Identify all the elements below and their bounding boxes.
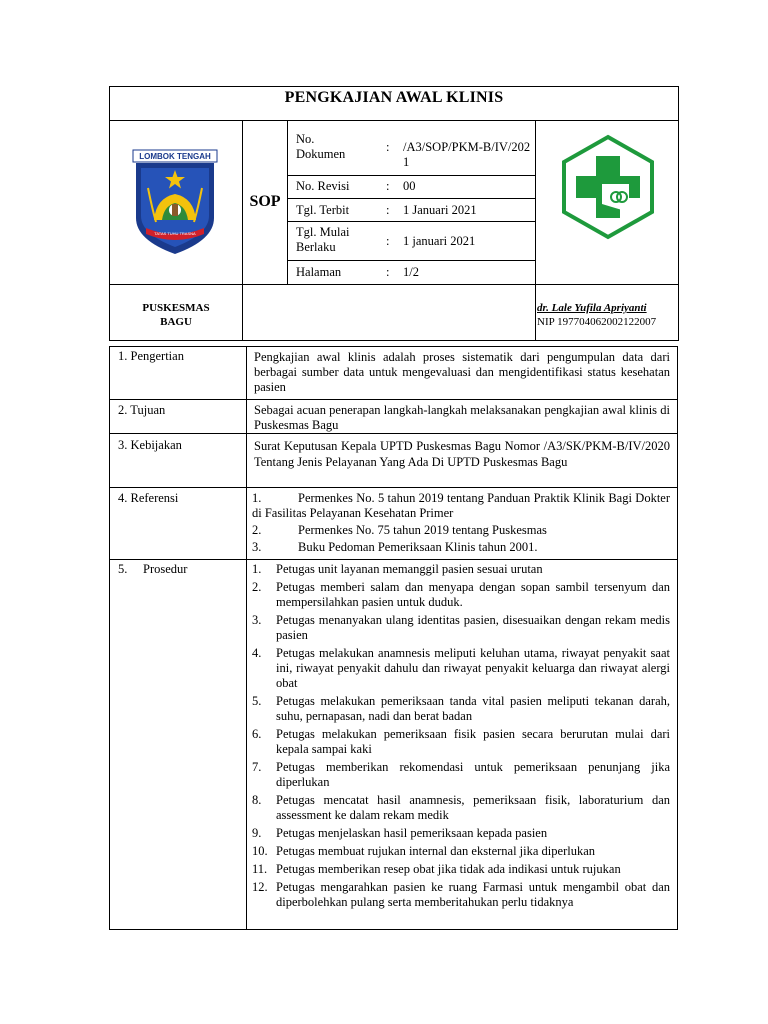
meta-label-no-dokumen: No. Dokumen	[296, 132, 346, 161]
meta-sep-no-revisi: :	[386, 179, 390, 193]
list-item: 8. Petugas mencatat hasil anamnesis, pemeriksaan fisik, laboraturium dan assessment ke dalam rekam medik	[252, 793, 670, 822]
list-item: 12. Petugas mengarahkan pasien ke ruang Farmasi untuk mengambil obat dan diperbolehkan pulang serta memberitahukan perlu tidaknya	[252, 880, 670, 909]
signer-nip: NIP 197704062002122007	[537, 316, 657, 328]
list-item: 2. Permenkes No. 75 tahun 2019 tentang Puskesmas	[252, 523, 547, 537]
header-col-logo	[242, 120, 243, 341]
emblem-motto: TATAS TUHU TRASNA	[154, 231, 196, 236]
section-label-prosedur: 5. Prosedur	[118, 562, 188, 576]
meta-sep-tgl-berlaku: :	[386, 234, 390, 248]
section-label-pengertian: 1. Pengertian	[118, 349, 184, 363]
list-item: 3. Buku Pedoman Pemeriksaan Klinis tahun 2001.	[252, 540, 538, 554]
list-item: 11. Petugas memberikan resep obat jika tidak ada indikasi untuk rujukan	[252, 862, 621, 876]
org-name-line1: PUSKESMAS	[142, 302, 210, 314]
header-border-top	[109, 86, 679, 87]
list-item: 10. Petugas membuat rujukan internal dan eksternal jika diperlukan	[252, 844, 596, 858]
list-item: 4. Petugas melakukan anamnesis meliputi keluhan utama, riwayat penyakit saat ini, riwayat penyakit dahulu dan riwayat penyakit keluarga dan riwayat alergi obat	[252, 646, 670, 690]
content-border-top	[109, 346, 678, 347]
content-border-bottom	[109, 929, 678, 930]
meta-value-no-revisi: 00	[403, 179, 416, 193]
meta-sep-tgl-terbit: :	[386, 203, 390, 217]
section-text-tujuan: Sebagai acuan penerapan langkah-langkah melaksanakan pengkajian awal klinis di Puskesmas Bagu	[254, 403, 670, 432]
section-text-kebijakan: Surat Keputusan Kepala UPTD Puskesmas Bagu Nomor /A3/SK/PKM-B/IV/2020 Tentang Jenis Pelayanan Yang Ada Di UPTD Puskesmas Bagu	[254, 439, 670, 469]
sop-label: SOP	[249, 193, 281, 210]
header-border-bottom	[109, 340, 679, 341]
content-row-3	[109, 487, 678, 488]
list-item: 7. Petugas memberikan rekomendasi untuk pemeriksaan penunjang jika diperlukan	[252, 760, 670, 789]
signer-name: dr. Lale Yufila Apriyanti	[537, 302, 647, 314]
list-item: 1. Permenkes No. 5 tahun 2019 tentang Panduan Praktik Klinik Bagi Dokter di Fasilitas Pelayanan Kesehatan Primer	[252, 491, 670, 520]
prosedur-list	[252, 562, 670, 913]
meta-row-4	[287, 260, 535, 261]
meta-label-no-revisi: No. Revisi	[296, 179, 350, 193]
header-rule-title	[109, 120, 679, 121]
content-row-1	[109, 399, 678, 400]
meta-value-halaman: 1/2	[403, 265, 419, 279]
list-item: 1. Petugas unit layanan memanggil pasien sesuai urutan	[252, 562, 543, 576]
list-item: 6. Petugas melakukan pemeriksaan fisik pasien secara berurutan mulai dari kepala sampai kaki	[252, 727, 670, 756]
list-item: 9. Petugas menjelaskan hasil pemeriksaan kepada pasien	[252, 826, 548, 840]
section-label-tujuan: 2. Tujuan	[118, 403, 166, 417]
header-border-right	[678, 86, 679, 341]
list-item: 2. Petugas memberi salam dan menyapa dengan sopan sambil tersenyum dan mempersilahkan pasien untuk duduk.	[252, 580, 670, 609]
meta-value-tgl-berlaku: 1 januari 2021	[403, 234, 476, 248]
header-col-right	[535, 120, 536, 341]
meta-sep-halaman: :	[386, 265, 390, 279]
header-rule-meta-bottom	[109, 284, 679, 285]
meta-label-tgl-terbit: Tgl. Terbit	[296, 203, 350, 217]
meta-value-tgl-terbit: 1 Januari 2021	[403, 203, 477, 217]
list-item: 5. Petugas melakukan pemeriksaan tanda vital pasien meliputi tekanan darah, suhu, pernapasan, nadi dan berat badan	[252, 694, 670, 723]
section-label-referensi: 4. Referensi	[118, 491, 179, 505]
meta-label-tgl-berlaku: Tgl. Mulai Berlaku	[296, 225, 350, 254]
emblem-region-label: LOMBOK TENGAH	[139, 152, 211, 161]
section-label-kebijakan: 3. Kebijakan	[118, 438, 182, 452]
section-text-pengertian: Pengkajian awal klinis adalah proses sistematik dari pengumpulan data dari berbagai sumber data untuk mengevaluasi dan mengidentifikasi status kesehatan pasien	[254, 350, 670, 394]
content-row-4	[109, 559, 678, 560]
org-name-line2: BAGU	[160, 316, 192, 328]
meta-row-2	[287, 198, 535, 199]
referensi-list	[252, 491, 670, 557]
meta-row-1	[287, 175, 535, 176]
document-title: PENGKAJIAN AWAL KLINIS	[284, 89, 504, 106]
meta-value-no-dokumen: /A3/SOP/PKM-B/IV/2021	[403, 140, 531, 169]
list-item: 3. Petugas menanyakan ulang identitas pasien, disesuaikan dengan rekam medis pasien	[252, 613, 670, 642]
meta-label-halaman: Halaman	[296, 265, 342, 279]
puskesmas-logo	[559, 134, 657, 240]
content-row-2	[109, 433, 678, 434]
meta-row-3	[287, 221, 535, 222]
lombok-tengah-emblem	[132, 148, 218, 256]
meta-sep-no-dokumen: :	[386, 140, 390, 154]
